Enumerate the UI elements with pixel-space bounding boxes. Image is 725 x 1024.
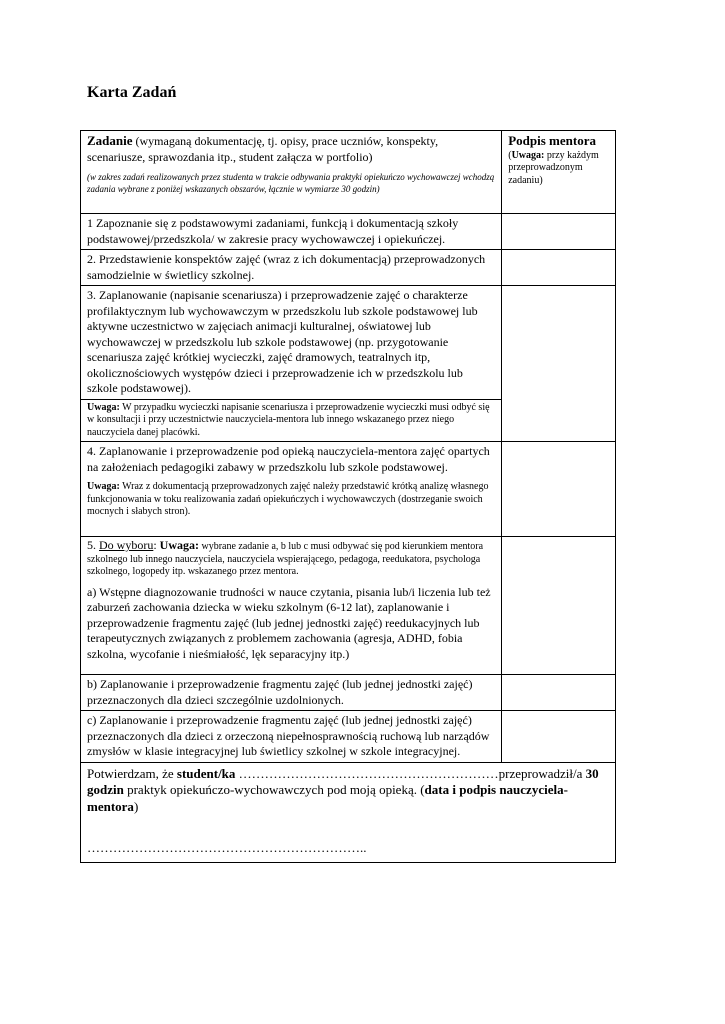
task-4-note-text: Wraz z dokumentacją przeprowadzonych zajęć należy przedstawić krótką analizę własnego funkcjonowania w toku realizowania zadań opiekuńczych i wychowawczych (dostrzeganie swoich mocnych i słabych stron).	[87, 481, 489, 517]
sign-note-label: Uwaga:	[511, 149, 545, 161]
task-3-note	[81, 399, 502, 442]
task-5-number: 5.	[87, 538, 99, 552]
table-row	[81, 250, 616, 286]
task-card-table	[80, 130, 616, 863]
table-row	[81, 286, 616, 400]
signature-hint: data i podpis nauczyciela-mentora	[87, 782, 568, 814]
hours-value: 30 godzin	[87, 765, 599, 797]
task-5-note-label: Uwaga:	[159, 538, 199, 552]
signature-cell[interactable]	[502, 537, 616, 675]
student-label: student/ka	[176, 765, 236, 781]
confirm-text-3: praktyk opiekuńczo-wychowawczych pod moją opieką. (	[123, 782, 425, 797]
sign-open-paren: (	[508, 149, 512, 161]
task-3: 3. Zaplanowanie (napisanie scenariusza) i przeprowadzenie zajęć o charakterze profilaktycznym lub wychowawczym w przedszkolu lub szkole podstawowej lub aktywne uczestnictwo w zajęciach animacji kulturalnej, oświatowej lub wychowawczej w przedszkolu lub szkole podstawowej (np. przygotowanie scenariusza zajęć krótkiej wycieczki, zajęć dramowych, teatralnych itp, okolicznościowych występów dzieci i przeprowadzenie ich w przedszkolu lub szkole podstawowej).	[81, 286, 502, 400]
task-4-note-label: Uwaga:	[87, 481, 120, 492]
confirm-close-paren: )	[133, 798, 139, 814]
task-3-note-label: Uwaga:	[87, 401, 120, 413]
page-title: Karta Zadań	[87, 84, 177, 101]
student-name-blank: ……………………………………………………	[235, 765, 499, 781]
task-5-note-text: wybrane zadanie a, b lub c musi odbywać się pod kierunkiem mentora szkolnego lub innego nauczyciela, nauczyciela wspierającego, pedagoga, reedukatora, psychologa szkolnego, logopedy itp. wskazanego przez mentora.	[87, 541, 484, 577]
task-5a: a) Wstępne diagnozowanie trudności w nauce czytania, pisania lub/i liczenia lub też zaburzeń zachowania dziecka w wieku szkolnym (6-12 lat), zaplanowanie i przeprowadzenie fragmentu zajęć (lub jednej jednostki zajęć) reedukacyjnych lub terapeutycznych związanych z problemem zachowania (agresja, ADHD, fobia szkolna, wycofanie i nieśmiałość, lęk separacyjny itp.)	[87, 584, 491, 661]
confirm-text-2: przeprowadził/a	[498, 765, 586, 781]
task-header-note: (w zakres zadań realizowanych przez studenta w trakcie odbywania praktyki opiekuńczo wychowawczej wchodzą zadania wybrane z poniżej wskazanych obszarów, łącznie w wymiarze 30 godzin)	[87, 172, 495, 194]
sign-note-text: przy każdym przeprowadzonym zadaniu)	[508, 149, 599, 186]
sign-header-cell	[502, 131, 616, 214]
signature-cell[interactable]	[502, 214, 616, 250]
table-row	[81, 537, 616, 675]
signature-cell[interactable]	[502, 250, 616, 286]
signature-cell[interactable]	[502, 442, 616, 537]
task-5-choice: Do wyboru	[99, 538, 154, 552]
task-5-cell	[81, 537, 502, 675]
task-header-desc: (wymaganą dokumentację, tj. opisy, prace uczniów, konspekty, scenariusze, sprawozdania itp., student załącza w portfolio)	[87, 134, 439, 164]
task-4-cell	[81, 442, 502, 537]
signature-cell[interactable]	[502, 675, 616, 711]
confirmation-cell	[81, 762, 616, 862]
signature-cell[interactable]	[502, 286, 616, 442]
task-5b: b) Zaplanowanie i przeprowadzenie fragmentu zajęć (lub jednej jednostki zajęć) przeznaczonych dla dzieci szczególnie uzdolnionych.	[81, 675, 502, 711]
task-3-note-text: W przypadku wycieczki napisanie scenariusza i przeprowadzenie wycieczki musi odbyć się w konsultacji i przy uczestnictwie nauczyciela-mentora lub innego wskazanego przez niego nauczyciela danej placówki.	[87, 401, 490, 438]
table-row	[81, 675, 616, 711]
task-1: 1 Zapoznanie się z podstawowymi zadaniami, funkcją i dokumentacją szkoły podstawowej/przedszkola/ w zakresie pracy wychowawczej i opiekuńczej.	[81, 214, 502, 250]
table-row	[81, 442, 616, 537]
task-5c: c) Zaplanowanie i przeprowadzenie fragmentu zajęć (lub jednej jednostki zajęć) przeznaczonych dla dzieci z orzeczoną niepełnosprawnością ruchową lub narządów zmysłów w klasie integracyjnej lub świetlicy szkolnej w szkole integracyjnej.	[81, 711, 502, 763]
task-header-label: Zadanie	[87, 133, 133, 148]
sign-header-label: Podpis mentora	[508, 133, 596, 148]
table-header-row	[81, 131, 616, 214]
signature-line[interactable]: ………………………………………………………..	[87, 840, 367, 855]
confirmation-row	[81, 762, 616, 862]
signature-cell[interactable]	[502, 711, 616, 763]
task-header-cell	[81, 131, 502, 214]
task-4: 4. Zaplanowanie i przeprowadzenie pod opieką nauczyciela-mentora zajęć opartych na założeniach pedagogiki zabawy w przedszkolu lub szkole podstawowej.	[87, 444, 490, 474]
table-row	[81, 214, 616, 250]
task-5-colon: :	[153, 538, 160, 552]
confirm-text-1: Potwierdzam, że	[87, 765, 177, 781]
table-row	[81, 711, 616, 763]
task-2: 2. Przedstawienie konspektów zajęć (wraz z ich dokumentacją) przeprowadzonych samodzielnie w świetlicy szkolnej.	[81, 250, 502, 286]
